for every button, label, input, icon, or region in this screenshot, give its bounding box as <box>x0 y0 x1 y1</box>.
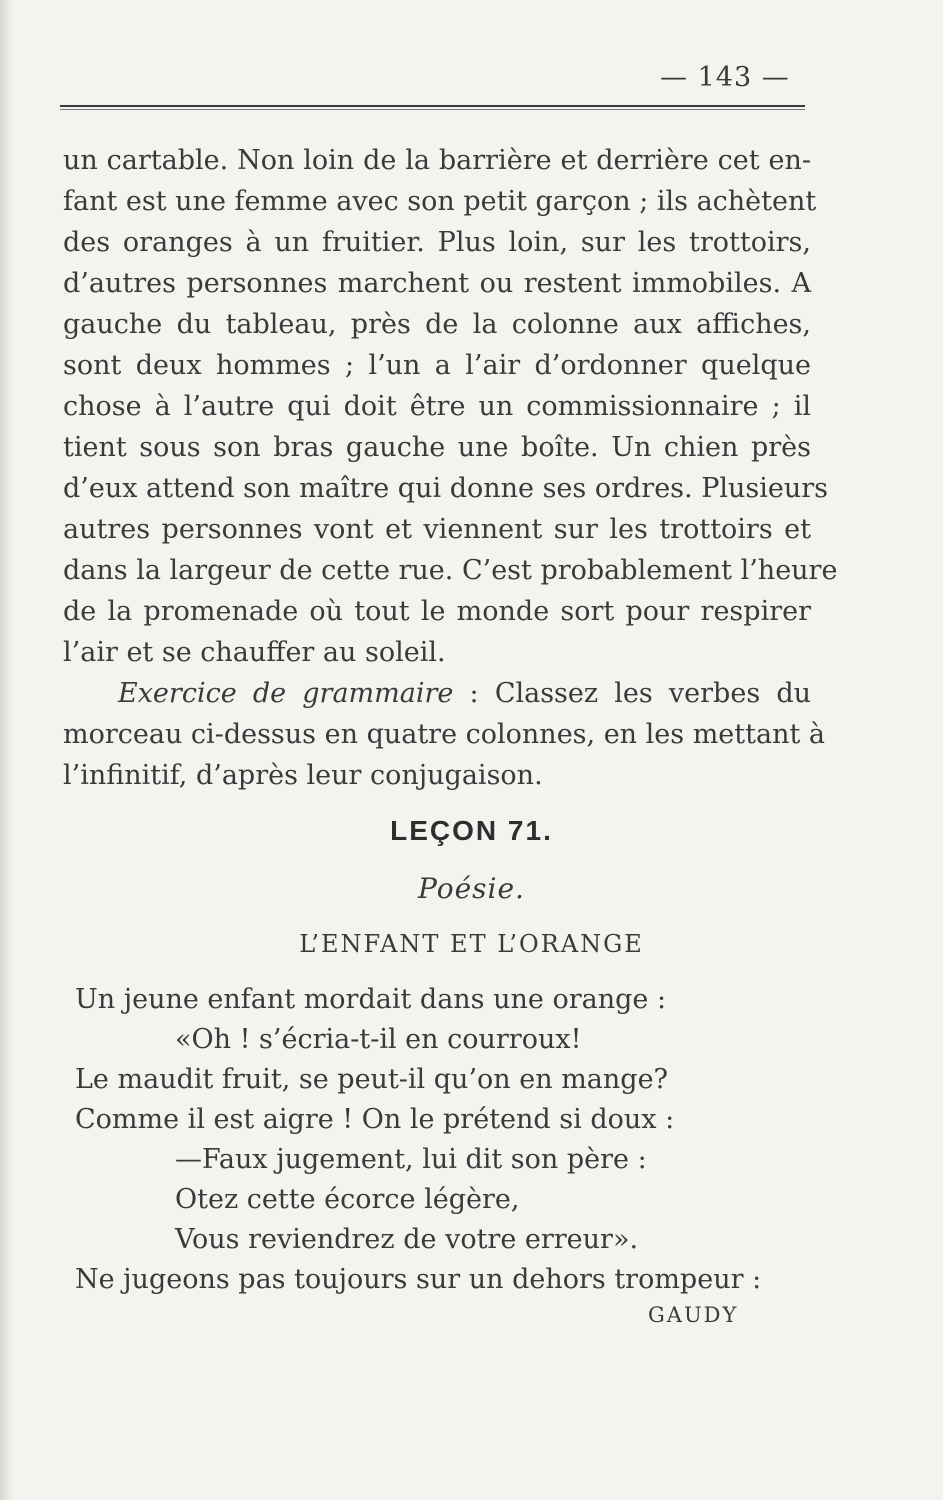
prose-line: autres personnes vont et viennent sur les trottoirs et <box>63 514 811 545</box>
lesson-title: LEÇON 71. <box>390 815 553 846</box>
poem <box>75 980 815 1300</box>
poem-line: Le maudit fruit, se peut-il qu’on en mange? <box>75 1064 669 1095</box>
poem-line: Comme il est aigre ! On le prétend si doux : <box>75 1104 675 1135</box>
prose-line: gauche du tableau, près de la colonne aux affiches, <box>63 309 811 340</box>
prose-line: d’autres personnes marchent ou restent immobiles. A <box>63 268 811 299</box>
section-title: Poésie. <box>418 872 525 905</box>
prose-line: tient sous son bras gauche une boîte. Un chien près <box>63 432 811 463</box>
poem-line: Ne jugeons pas toujours sur un dehors trompeur : <box>75 1264 762 1295</box>
prose-line: sont deux hommes ; l’un a l’air d’ordonner quelque <box>63 350 811 381</box>
prose-line: un cartable. Non loin de la barrière et derrière cet en- <box>63 145 811 176</box>
page-number: — 143 — <box>660 62 790 93</box>
prose-line: d’eux attend son maître qui donne ses ordres. Plusieurs <box>63 473 829 504</box>
poem-author: GAUDY <box>648 1303 739 1327</box>
exercise-line <box>63 673 811 714</box>
poem-title: L’ENFANT ET L’ORANGE <box>299 930 644 958</box>
header-rule-thin <box>60 109 805 110</box>
prose-line: l’air et se chauffer au soleil. <box>63 637 446 668</box>
prose-line: dans la largeur de cette rue. C’est probablement l’heure <box>63 555 838 586</box>
prose-line: chose à l’autre qui doit être un commissionnaire ; il <box>63 391 811 422</box>
poem-line: «Oh ! s’écria-t-il en courroux! <box>175 1024 582 1055</box>
exercise-instruction: : Classez les verbes du <box>453 678 812 709</box>
prose-line: des oranges à un fruitier. Plus loin, sur les trottoirs, <box>63 227 811 258</box>
prose-line: de la promenade où tout le monde sort pour respirer <box>63 596 811 627</box>
poem-line: —Faux jugement, lui dit son père : <box>175 1144 647 1175</box>
header-rule <box>60 105 805 107</box>
exercise-label: Exercice de grammaire <box>118 678 454 709</box>
exercise-line: morceau ci-dessus en quatre colonnes, en les mettant à <box>63 719 825 750</box>
poem-line: Un jeune enfant mordait dans une orange : <box>75 984 667 1015</box>
prose-block <box>63 140 838 796</box>
exercise-line: l’infinitif, d’après leur conjugaison. <box>63 760 543 791</box>
prose-line: fant est une femme avec son petit garçon ; ils achètent <box>63 186 817 217</box>
page-spine-shadow <box>0 0 14 1500</box>
poem-line: Otez cette écorce légère, <box>175 1184 520 1215</box>
poem-line: Vous reviendrez de votre erreur». <box>175 1224 639 1255</box>
